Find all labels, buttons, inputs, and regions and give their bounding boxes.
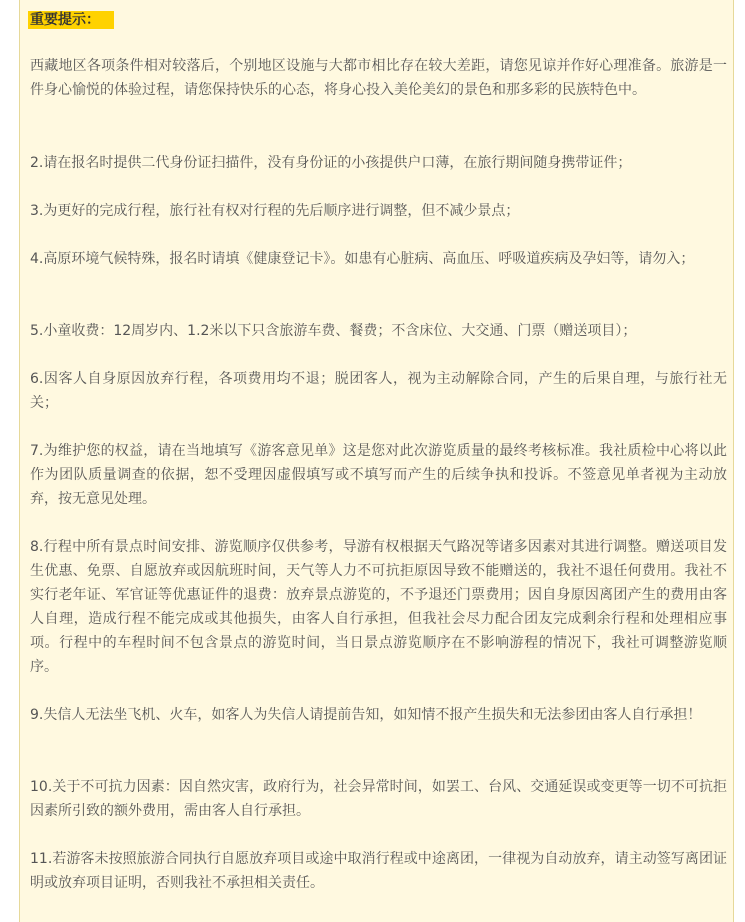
notice-heading: 重要提示： <box>28 11 114 29</box>
notice-item-4: 4.高原环境气候特殊，报名时请填《健康登记卡》。如患有心脏病、高血压、呼吸道疾病及孕妇等，请勿入； <box>30 251 695 267</box>
notice-item-2: 2.请在报名时提供二代身份证扫描件，没有身份证的小孩提供户口薄，在旅行期间随身携带证件； <box>30 155 632 171</box>
notice-item-3: 3.为更好的完成行程，旅行社有权对行程的先后顺序进行调整，但不减少景点； <box>30 203 520 219</box>
important-notice-panel <box>19 0 734 922</box>
notice-item-5: 5.小童收费：12周岁内、1.2米以下只含旅游车费、餐费；不含床位、大交通、门票（赠送项目）； <box>30 323 637 339</box>
notice-paragraph-intro: 西藏地区各项条件相对较落后，个别地区设施与大都市相比存在较大差距，请您见谅并作好心理准备。旅游是一件身心愉悦的体验过程，请您保持快乐的心态，将身心投入美伦美幻的景色和那多彩的民族特色中。 <box>30 58 727 98</box>
notice-item-9: 9.失信人无法坐飞机、火车，如客人为失信人请提前告知，如知情不报产生损失和无法参团由客人自行承担！ <box>30 707 702 723</box>
notice-item-8: 8.行程中所有景点时间安排、游览顺序仅供参考，导游有权根据天气路况等诸多因素对其进行调整。赠送项目发生优惠、免票、自愿放弃或因航班时间，天气等人力不可抗拒原因导致不能赠送的，我社不退任何费用。我社不实行老年证、军官证等优惠证件的退费：放弃景点游览的，不予退还门票费用；因自身原因离团产生的费用由客人自理，造成行程不能完成或其他损失，由客人自行承担，但我社会尽力配合团友完成剩余行程和处理相应事项。行程中的车程时间不包含景点的游览时间，当日景点游览顺序在不影响游程的情况下，我社可调整游览顺序。 <box>30 539 727 675</box>
notice-item-11: 11.若游客未按照旅游合同执行自愿放弃项目或途中取消行程或中途离团，一律视为自动放弃，请主动签写离团证明或放弃项目证明，否则我社不承担相关责任。 <box>30 851 727 891</box>
notice-item-7: 7.为维护您的权益，请在当地填写《游客意见单》这是您对此次游览质量的最终考核标准。我社质检中心将以此作为团队质量调查的依据，恕不受理因虚假填写或不填写而产生的后续争执和投诉。不签意见单者视为主动放弃，按无意见处理。 <box>30 443 727 507</box>
notice-item-6: 6.因客人自身原因放弃行程，各项费用均不退；脱团客人，视为主动解除合同，产生的后果自理，与旅行社无关； <box>30 371 727 411</box>
notice-item-10: 10.关于不可抗力因素：因自然灾害，政府行为，社会异常时间，如罢工、台风、交通延误或变更等一切不可抗拒因素所引致的额外费用，需由客人自行承担。 <box>30 779 727 819</box>
